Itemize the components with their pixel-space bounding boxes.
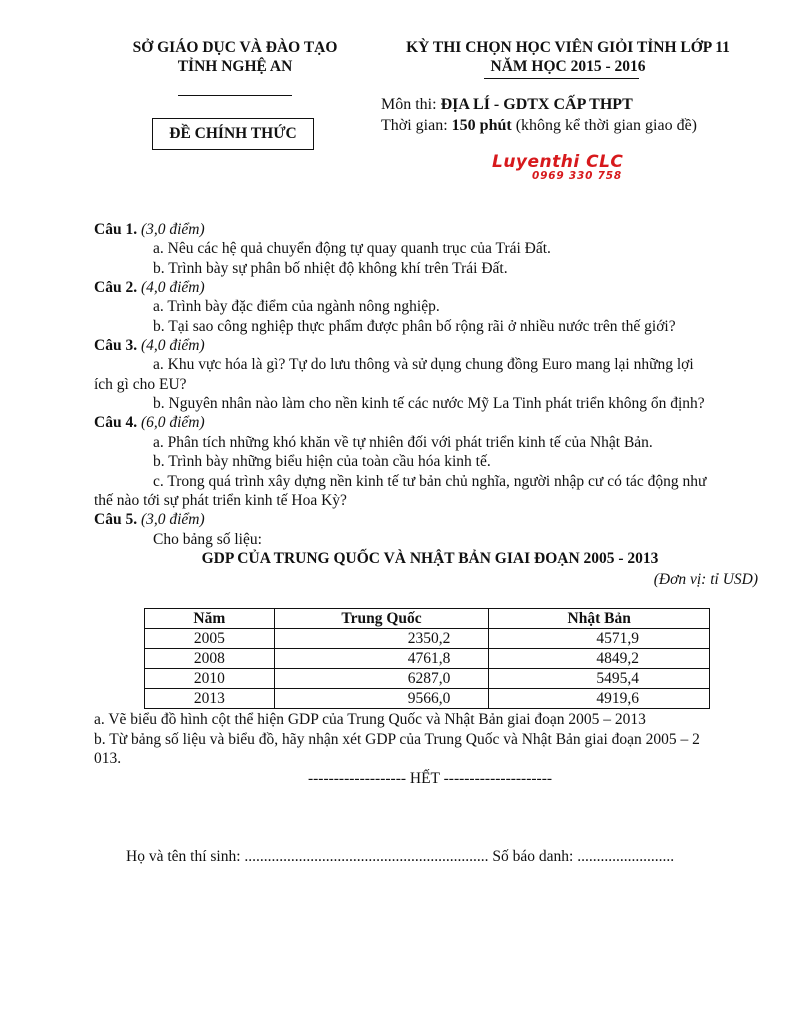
column-header-china: Trung Quốc: [274, 609, 489, 629]
question-3-part-a: a. Khu vực hóa là gì? Tự do lưu thông và sử dụng chung đồng Euro mang lại những lợi: [153, 356, 694, 373]
question-1-heading: [94, 220, 205, 240]
subject-prefix: Môn thi:: [381, 96, 441, 113]
question-1-part-b: b. Trình bày sự phân bố nhiệt độ không khí trên Trái Đất.: [153, 260, 508, 277]
china-gdp-cell: 9566,0: [274, 689, 489, 709]
column-header-japan: Nhật Bản: [489, 609, 710, 629]
agency-line-1: SỞ GIÁO DỤC VÀ ĐÀO TẠO: [132, 39, 338, 56]
question-points: (3,0 điểm): [140, 221, 205, 238]
question-label: Câu 1.: [94, 221, 138, 238]
japan-gdp-cell: 4919,6: [489, 689, 710, 709]
question-5-part-a: a. Vẽ biểu đồ hình cột thể hiện GDP của Trung Quốc và Nhật Bản giai đoạn 2005 – 2013: [94, 711, 646, 728]
question-5-part-b: b. Từ bảng số liệu và biểu đồ, hãy nhận xét GDP của Trung Quốc và Nhật Bản giai đoạn 2005 – 2: [94, 731, 700, 748]
china-gdp-cell: 6287,0: [274, 669, 489, 689]
gdp-table: [144, 608, 710, 709]
exam-title-line-2: NĂM HỌC 2015 - 2016: [490, 58, 646, 75]
question-5-intro: Cho bảng số liệu:: [153, 531, 262, 548]
question-2-heading: [94, 278, 205, 298]
question-4-part-b: b. Trình bày những biểu hiện của toàn cầu hóa kinh tế.: [153, 453, 491, 470]
exam-title: [368, 38, 768, 76]
question-label: Câu 2.: [94, 279, 138, 296]
table-row: [145, 689, 710, 709]
stamp-phone: 0969 330 758: [532, 170, 622, 182]
table-title: GDP CỦA TRUNG QUỐC VÀ NHẬT BẢN GIAI ĐOẠN 2005 - 2013: [201, 550, 659, 567]
official-exam-box: ĐỀ CHÍNH THỨC: [152, 118, 314, 150]
subject-line: [381, 96, 633, 114]
table-unit: (Đơn vị: tỉ USD): [653, 571, 758, 588]
table-row: [145, 629, 710, 649]
candidate-info-line: Họ và tên thí sinh: ............................................................... Số báo danh: .........................: [126, 848, 675, 865]
question-1-part-a: a. Nêu các hệ quả chuyển động tự quay quanh trục của Trái Đất.: [153, 240, 551, 257]
end-marker: ------------------- HẾT ---------------------: [307, 770, 553, 787]
column-header-year: Năm: [145, 609, 275, 629]
question-5-heading: [94, 510, 205, 530]
time-value: 150 phút: [451, 117, 512, 134]
japan-gdp-cell: 5495,4: [489, 669, 710, 689]
time-line: [381, 117, 697, 135]
table-header-row: [145, 609, 710, 629]
issuing-agency: [110, 38, 360, 76]
table-row: [145, 669, 710, 689]
year-cell: 2010: [145, 669, 275, 689]
japan-gdp-cell: 4571,9: [489, 629, 710, 649]
question-points: (3,0 điểm): [140, 511, 205, 528]
question-points: (4,0 điểm): [140, 279, 205, 296]
question-label: Câu 5.: [94, 511, 138, 528]
question-5-part-b-cont: 013.: [94, 750, 122, 767]
year-cell: 2008: [145, 649, 275, 669]
question-4-part-a: a. Phân tích những khó khăn về tự nhiên đối với phát triển kinh tế của Nhật Bản.: [153, 434, 653, 451]
question-points: (6,0 điểm): [140, 414, 205, 431]
table-row: [145, 649, 710, 669]
question-3-part-b: b. Nguyên nhân nào làm cho nền kinh tế các nước Mỹ La Tinh phát triển không ổn định?: [153, 395, 705, 412]
exam-title-line-1: KỲ THI CHỌN HỌC VIÊN GIỎI TỈNH LỚP 11: [406, 39, 730, 56]
stamp-name: Luyenthi CLC: [492, 152, 624, 172]
question-2-part-a: a. Trình bày đặc điểm của ngành nông nghiệp.: [153, 298, 440, 315]
question-label: Câu 3.: [94, 337, 138, 354]
question-3-part-a-cont: ích gì cho EU?: [94, 376, 187, 393]
question-4-part-c-cont: thế nào tới sự phát triển kinh tế Hoa Kỳ?: [94, 492, 347, 509]
japan-gdp-cell: 4849,2: [489, 649, 710, 669]
question-4-heading: [94, 413, 205, 433]
watermark-stamp: [492, 152, 640, 184]
year-cell: 2013: [145, 689, 275, 709]
question-3-heading: [94, 336, 205, 356]
question-label: Câu 4.: [94, 414, 138, 431]
agency-line-2: TỈNH NGHỆ AN: [177, 58, 293, 75]
year-cell: 2005: [145, 629, 275, 649]
question-2-part-b: b. Tại sao công nghiệp thực phẩm được phân bố rộng rãi ở nhiều nước trên thế giới?: [153, 318, 676, 335]
title-underline: [484, 78, 639, 79]
china-gdp-cell: 4761,8: [274, 649, 489, 669]
subject-name: ĐỊA LÍ - GDTX CẤP THPT: [440, 96, 633, 113]
header-divider: [178, 95, 292, 96]
question-4-part-c: c. Trong quá trình xây dựng nền kinh tế tư bản chủ nghĩa, người nhập cư có tác động như: [153, 473, 707, 490]
time-prefix: Thời gian:: [381, 117, 452, 134]
time-suffix: (không kể thời gian giao đề): [511, 117, 698, 134]
question-points: (4,0 điểm): [140, 337, 205, 354]
china-gdp-cell: 2350,2: [274, 629, 489, 649]
